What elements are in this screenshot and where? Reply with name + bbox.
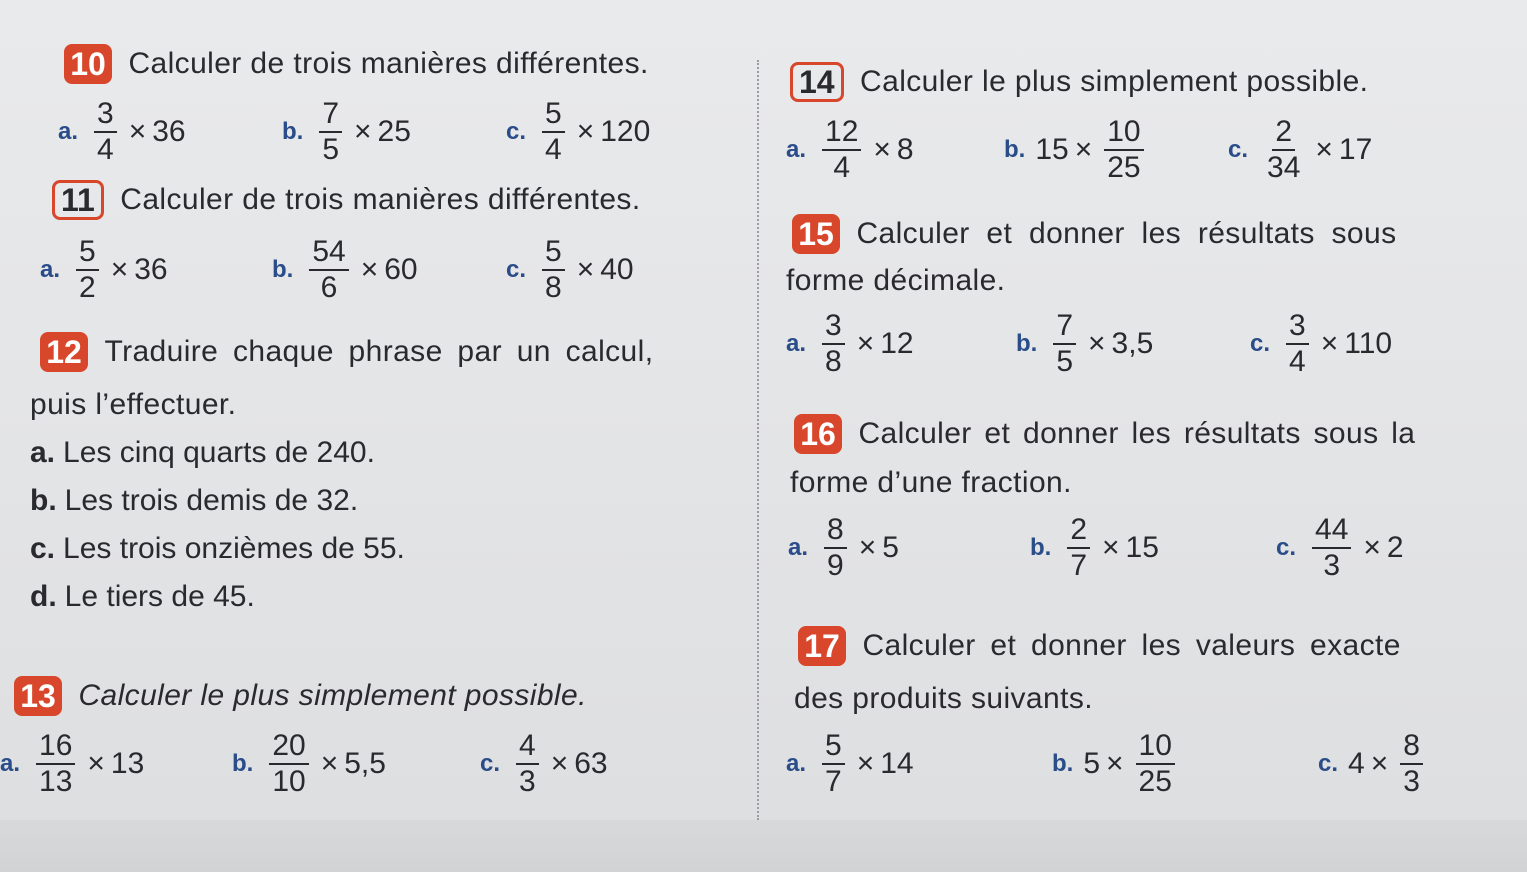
exercise-number: 12: [40, 332, 88, 372]
fraction: $\frac{8}{3}$: [1400, 730, 1423, 797]
factor: 36: [152, 114, 186, 148]
factor: 2: [1386, 530, 1404, 564]
item-label: a.: [786, 749, 807, 777]
factor: 15: [1035, 132, 1069, 166]
ex16-item-c: [1276, 514, 1404, 581]
times-sign: ×: [320, 746, 339, 780]
exercise-title-continued: forme décimale.: [786, 264, 1006, 297]
item-label: d.: [30, 580, 57, 613]
exercise-title-continued: forme d’une fraction.: [790, 466, 1072, 499]
fraction: $\frac{5}{4}$: [542, 98, 565, 165]
factor: 8: [896, 132, 914, 166]
ex14-item-b: [1004, 116, 1150, 183]
factor: 17: [1338, 132, 1373, 166]
item-label: a.: [58, 117, 79, 145]
fraction: $\frac{7}{5}$: [1053, 310, 1076, 377]
item-label: a.: [786, 135, 807, 163]
exercise-title: Calculer et donner les résultats sous la: [858, 417, 1416, 450]
fraction: $\frac{16}{13}$: [36, 730, 75, 797]
fraction: $\frac{44}{3}$: [1312, 514, 1351, 581]
times-sign: ×: [1106, 746, 1124, 780]
ex13-item-c: [480, 730, 608, 797]
factor: 15: [1125, 530, 1159, 564]
fraction: $\frac{3}{4}$: [94, 98, 117, 165]
factor: 5: [882, 530, 899, 564]
factor: 5,5: [344, 746, 386, 780]
exercise-title: Calculer de trois manières différentes.: [128, 47, 649, 80]
fraction: $\frac{20}{10}$: [269, 730, 308, 797]
item-text: Les trois onzièmes de 55.: [63, 532, 405, 565]
fraction: $\frac{10}{25}$: [1136, 730, 1175, 797]
factor: 4: [1348, 746, 1365, 780]
item-label: b.: [1052, 749, 1074, 777]
times-sign: ×: [1315, 132, 1333, 166]
ex15-item-b: [1016, 310, 1153, 377]
fraction: $\frac{54}{6}$: [309, 236, 348, 303]
exercise-12-header: [40, 332, 653, 372]
item-label: c.: [30, 532, 56, 565]
exercise-number: 17: [798, 626, 846, 666]
item-label: c.: [1276, 533, 1297, 561]
factor: 63: [574, 746, 608, 780]
factor: 13: [110, 746, 145, 780]
ex10-item-b: [282, 98, 411, 165]
ex10-item-a: [58, 98, 186, 165]
item-label: a.: [788, 533, 809, 561]
fraction: $\frac{4}{3}$: [516, 730, 539, 797]
item-label: a.: [786, 329, 807, 357]
item-label: b.: [1030, 533, 1052, 561]
exercise-number: 16: [794, 414, 842, 454]
exercise-title: Traduire chaque phrase par un calcul,: [104, 335, 654, 368]
times-sign: ×: [858, 530, 877, 564]
exercise-title: Calculer et donner les valeurs exacte: [862, 629, 1401, 662]
ex17-item-c: [1318, 730, 1429, 797]
ex17-item-a: [786, 730, 914, 797]
ex12-item-a: [30, 436, 375, 470]
times-sign: ×: [354, 114, 372, 148]
ex14-item-c: [1228, 116, 1372, 183]
column-divider: [757, 60, 759, 820]
fraction: $\frac{2}{34}$: [1267, 115, 1301, 184]
factor: 3,5: [1111, 326, 1154, 360]
times-sign: ×: [576, 252, 595, 286]
ex16-item-a: [788, 514, 899, 581]
item-label: b.: [232, 749, 254, 777]
times-sign: ×: [576, 114, 595, 148]
fraction: $\frac{5}{2}$: [76, 236, 99, 303]
factor: 110: [1344, 326, 1393, 360]
item-text: Le tiers de 45.: [64, 580, 255, 613]
times-sign: ×: [873, 132, 891, 166]
ex11-item-a: [40, 236, 168, 303]
fraction: $\frac{8}{9}$: [824, 514, 847, 581]
fraction: $\frac{2}{7}$: [1067, 514, 1090, 581]
ex13-item-a: [0, 730, 144, 797]
fraction: $\frac{7}{5}$: [319, 98, 342, 165]
exercise-14-header: [790, 62, 1368, 102]
ex15-item-a: [786, 310, 914, 377]
item-text: Les cinq quarts de 240.: [63, 436, 375, 469]
ex15-item-c: [1250, 310, 1392, 377]
ex12-item-d: [30, 580, 255, 614]
times-sign: ×: [1370, 746, 1389, 780]
times-sign: ×: [856, 746, 875, 780]
factor: 5: [1083, 746, 1101, 780]
factor: 25: [377, 114, 411, 148]
exercise-17-header: [798, 626, 1401, 666]
times-sign: ×: [110, 252, 129, 286]
exercise-number: 10: [64, 44, 112, 84]
factor: 40: [600, 252, 634, 286]
times-sign: ×: [1088, 326, 1106, 360]
times-sign: ×: [1320, 326, 1339, 360]
times-sign: ×: [1363, 530, 1381, 564]
times-sign: ×: [1102, 530, 1120, 564]
fraction: $\frac{3}{4}$: [1286, 310, 1309, 377]
exercise-title: Calculer et donner les résultats sous: [856, 217, 1397, 250]
factor: 36: [134, 252, 168, 286]
item-label: a.: [40, 255, 61, 283]
times-sign: ×: [128, 114, 147, 148]
item-label: a.: [30, 436, 56, 469]
ex11-item-b: [272, 236, 418, 303]
item-label: c.: [506, 255, 527, 283]
exercise-15-header: [792, 214, 1397, 254]
exercise-title-continued: puis l’effectuer.: [30, 388, 237, 421]
fraction: $\frac{5}{8}$: [542, 236, 565, 303]
exercise-title: Calculer le plus simplement possible.: [860, 65, 1369, 98]
item-label: b.: [272, 255, 294, 283]
exercise-title: Calculer de trois manières différentes.: [120, 183, 641, 216]
ex16-item-b: [1030, 514, 1159, 581]
exercise-number: 14: [790, 62, 844, 102]
item-label: c.: [1318, 749, 1339, 777]
times-sign: ×: [360, 252, 379, 286]
exercise-13-header: [14, 676, 587, 716]
times-sign: ×: [856, 326, 875, 360]
page-bottom-edge: [0, 820, 1527, 872]
times-sign: ×: [550, 746, 569, 780]
item-label: c.: [506, 117, 527, 145]
factor: 12: [880, 326, 914, 360]
item-label: c.: [1228, 135, 1249, 163]
factor: 14: [880, 746, 914, 780]
ex14-item-a: [786, 116, 914, 183]
ex12-item-c: [30, 532, 405, 566]
item-label: c.: [1250, 329, 1271, 357]
ex10-item-c: [506, 98, 650, 165]
ex13-item-b: [232, 730, 386, 797]
exercise-title-continued: des produits suivants.: [794, 682, 1093, 715]
ex17-item-b: [1052, 730, 1181, 797]
item-label: b.: [282, 117, 304, 145]
item-label: b.: [1016, 329, 1038, 357]
exercise-number: 15: [792, 214, 840, 254]
item-label: b.: [1004, 135, 1026, 163]
item-label: b.: [30, 484, 57, 517]
ex12-item-b: [30, 484, 358, 518]
exercise-number: 13: [14, 676, 62, 716]
exercise-title: Calculer le plus simplement possible.: [78, 679, 587, 712]
exercise-10-header: [64, 44, 649, 84]
factor: 120: [600, 114, 651, 148]
item-text: Les trois demis de 32.: [64, 484, 359, 517]
ex11-item-c: [506, 236, 634, 303]
factor: 60: [384, 252, 418, 286]
fraction: $\frac{3}{8}$: [822, 310, 845, 377]
times-sign: ×: [1074, 132, 1093, 166]
fraction: $\frac{5}{7}$: [822, 730, 845, 797]
exercise-number: 11: [52, 180, 104, 220]
item-label: c.: [480, 749, 501, 777]
fraction: $\frac{10}{25}$: [1104, 116, 1143, 183]
exercise-11-header: [52, 180, 641, 220]
item-label: a.: [0, 749, 21, 777]
times-sign: ×: [87, 746, 105, 780]
fraction: $\frac{12}{4}$: [822, 116, 861, 183]
exercise-16-header: [794, 414, 1415, 454]
